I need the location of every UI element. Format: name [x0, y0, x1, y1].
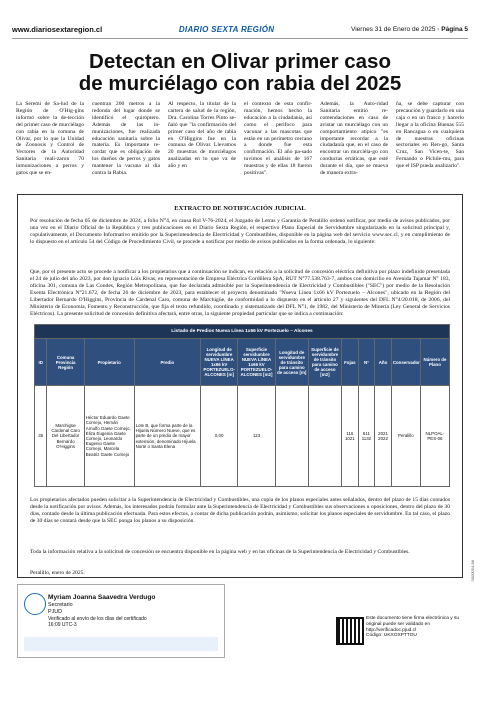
table-header: Número de Plano: [420, 339, 449, 386]
cell-id: 35: [35, 386, 47, 487]
article-column: el contexto de esta confir-mación, hemos hecho la educación a la ciudadanía, así como el perifoco para vacunar a las mascotas que están en un perímetro cercano a donde fue esta confirmación. El año pa-sado tuvimos el análisis de 167 muestras y de ellas 18 fueron positivas".: [244, 101, 312, 177]
legal-notice: [17, 194, 463, 578]
article-column: cuentran 200 metros a la redonda del lugar donde se identificó el quiróptero. Además de las in-munizaciones, fue realizada educación sanitaria sobre la materia. Es importante re-cordar que es obligación de los dueños de perros y gatos mantener la vacuna al día contra la Rabia.: [92, 101, 160, 177]
seal-icon: [24, 593, 46, 615]
site-url[interactable]: www.diariosextaregion.cl: [12, 25, 103, 34]
table-title: Listado de Predios Nueva Línea 1x66 kV Portezuelo – Alcones: [35, 325, 450, 339]
table-header: Comuna Provincia Región: [47, 339, 84, 386]
table-row: [35, 386, 450, 487]
notice-paragraph: Que, por el presente acto se procede a notificar a los propietarios que a continuación se indican, en relación a la solicitud de concesión eléctrica definitiva por plazo indefinido presentada el 24 de julio del año 2023, por don Ignacio Loïs Rivas, en representación de Empresa Eléctrica Cordillera SpA, RUT N°77.538.763-7, ambos con domicilio en Avenida Tajamar N° 183, oficina 301, comuna de Las Condes, Región Metropolitana, que fue declarada admisible por la Superintendencia de Electricidad y Combustibles ("SEC") por medio de la Resolución Exenta Electrónica N°21.672, de fecha 26 de diciembre de 2023, para establecer el proyecto denominado "Nueva Línea 1x66 kV Portezuelo – Alcones", ubicado en la Región del Libertador Bernardo O'Higgins, Provincia de Cardenal Caro, comuna de Marchigüe, de conformidad a lo dispuesto en el artículo 27 y siguientes del DFL N°4/20.018, de 2006, del Ministerio de Economía, Fomento y Reconstrucción, que fija el texto refundido, coordinado y sistematizado del DFL N°1, de 1982, del Ministerio de Minería (Ley General de Servicios Eléctricos). La presente solicitud de concesión definitiva afectará, entre otras, la siguiente propiedad particular que se indica a continuación:: [30, 269, 450, 317]
table-header: Predio: [134, 339, 200, 386]
article-body: [16, 101, 464, 185]
article-column: Al respecto, la titular de la cartera de salud de la región, Dra. Carolina Torres Pinto se-ñaló que "la confirmación del primer caso del año de rabia en O'Higgins fue en la comuna de Olivar. Llevamos 20 muestras de murciélagos analizadas en lo que va de año y en: [168, 101, 236, 170]
table-header: Fojas: [342, 339, 359, 386]
notice-title: EXTRACTO DE NOTIFICACIÓN JUDICIAL: [174, 205, 306, 212]
table-header: Conservador: [391, 339, 420, 386]
notice-paragraph: Por resolución de fecha 05 de diciembre de 2024, a folio N°4, en causa Rol V-76-2024, el Juzgado de Letras y Garantía de Peralillo ordenó notificar, por medio de avisos publicados, por una vez en el Diario Oficial de la República y tres publicaciones en el Diario Sexta Región, el respectivo Plano Especial de Servidumbre singularizado en la solicitud principal y, copulativamente, el Documento Informativo emitido por la Superintendencia de Electricidad y Combustibles, disponible en la página web del servicio www.sec.cl, y en cumplimiento de lo dispuesto en el artículo 54 del Código de Procedimiento Civil, se procede a notificar por medio de avisos publicados en la forma ordenada, lo siguiente:: [30, 218, 450, 245]
article-headline: Detectan en Olivar primer caso de murciélago con rabia del 2025: [78, 50, 402, 95]
cell-conservador: Peralillo: [391, 386, 420, 487]
electronic-signature: [17, 584, 225, 658]
signer-role: Secretario: [48, 602, 73, 608]
newspaper-brand: DIARIO SEXTA REGIÓN: [178, 25, 275, 34]
side-code: 0000054-88: [470, 560, 475, 582]
notice-closing: Peralillo, enero de 2025.: [30, 570, 85, 576]
cell-sup-acceso: [308, 386, 341, 487]
table-header: ID: [35, 339, 47, 386]
page-header: [12, 23, 468, 39]
cell-comuna: Marchigüe Cardenal Caro Del Libertador Bernardo O'Higgins: [47, 386, 84, 487]
article-column: ña, se debe capturar con precaución y guardarlo en una caja o en un frasco y hacerlo llegar a la oficina Buenas 555 en Rancagua o en cualquiera de nuestras oficinas sectoriales en Ren-go, Santa Cruz, San Vicen-te, San Fernando o Pichile-mu, para que el ISP pueda analizarlo".: [396, 101, 464, 170]
signer-org: PJUD: [48, 609, 63, 615]
table-header: Superficie servidumbre NUEVA LÍNEA 1x66 kV PORTEZUELO-ALCONES [m2]: [238, 339, 275, 386]
article-column: Además, la Auto-ridad Sanitaria emitió re-comendaciones en caso de avistar un murciélago con un comportamiento atípico "es importante recordar a la ciudadanía que, en el caso de encontrar un murciéla-go con conductas erráticas, que esté durante el día, que se mueva de manera extra-: [320, 101, 388, 177]
table-header: Longitud de servidumbre NUEVA LÍNEA 1x66 kV PORTEZUELO-ALCONES [m]: [200, 339, 237, 386]
qr-code-icon[interactable]: [336, 617, 364, 645]
notice-paragraph: Toda la información relativa a la solicitud de concesión se encuentra disponible en la página web y en las oficinas de la Superintendencia de Electricidad y Combustibles.: [30, 549, 410, 555]
verification-text: Este documento tiene firma electrónica y su original puede ser validado en http://verificadoc.pjud.cl Código: UKXOXPTTOU: [366, 616, 460, 639]
issue-date: Viernes 31 de Enero de 2025 · Página 5: [351, 26, 468, 33]
table-header: Superficie de servidumbre de tránsito para camino de acceso [m2]: [308, 339, 341, 386]
cell-plano: NLPOAL-PES-06: [420, 386, 449, 487]
signature-footer-bar: [24, 637, 218, 651]
notice-paragraph: Los propietarios afectados pueden solicitar a la Superintendencia de Electricidad y Combustibles, una copia de los planos especiales antes señalados, dentro del plazo de 15 días contados desde la notificación por avisos. Además, los interesados podrán formular ante la Superintendencia de Electricidad y Combustibles sus observaciones u oposiciones, dentro del plazo de 30 días, contado desde la última publicación efectuada. Para estos efectos, a contar de dicha publicación podrán, asimismo, solicitar los planos especiales de servidumbre. En tal caso, el plazo de 30 días se contará desde que la SEC ponga los planos a su disposición.: [30, 497, 450, 524]
signature-validity: Verificado al envío de los días del certificado 16:09 UTC-3: [48, 616, 147, 628]
article-column: La Seremi de Sa-lud de la Región de O'Hig-gins informó sobre la de-tección del primer caso de murciélago con rabia en la comuna de Olivar, por lo que la Unidad de Zoonosis y Control de Vectores de la Autoridad Sanitaria reali-zaron 70 inmunizaciones a perros y gatos que se en-: [16, 101, 84, 177]
table-header: Longitud de servidumbre de tránsito para camino de acceso [m]: [275, 339, 308, 386]
table-header: N°: [358, 339, 375, 386]
cell-numero: 611 1132: [358, 386, 375, 487]
table-header: Año: [375, 339, 392, 386]
signer-name: Myriam Joanna Saavedra Verdugo: [48, 594, 156, 601]
cell-propietario: Héctor Eduardo Gaete Cornejo, Hernán Arnulfo Gaete Cornejo, Eliza Eugenia Gaete Cornejo, Leonardo Eugenio Gaete Cornejo, Marcela Beatriz Gaete Cornejo: [84, 386, 134, 487]
table-header: Propietario: [84, 339, 134, 386]
property-table: [34, 324, 450, 487]
cell-long-acceso: [275, 386, 308, 487]
cell-anio: 2021 2022: [375, 386, 392, 487]
cell-fojas: 116 1021: [342, 386, 359, 487]
cell-longitud: 0,00: [200, 386, 237, 487]
cell-predio: Lote B, que forma parte de la Hijuela Número Nueve, que es parte de un predio de mayor extensión, denominado Hijuela Norte o Santa Elena: [134, 386, 200, 487]
cell-superficie: 123: [238, 386, 275, 487]
